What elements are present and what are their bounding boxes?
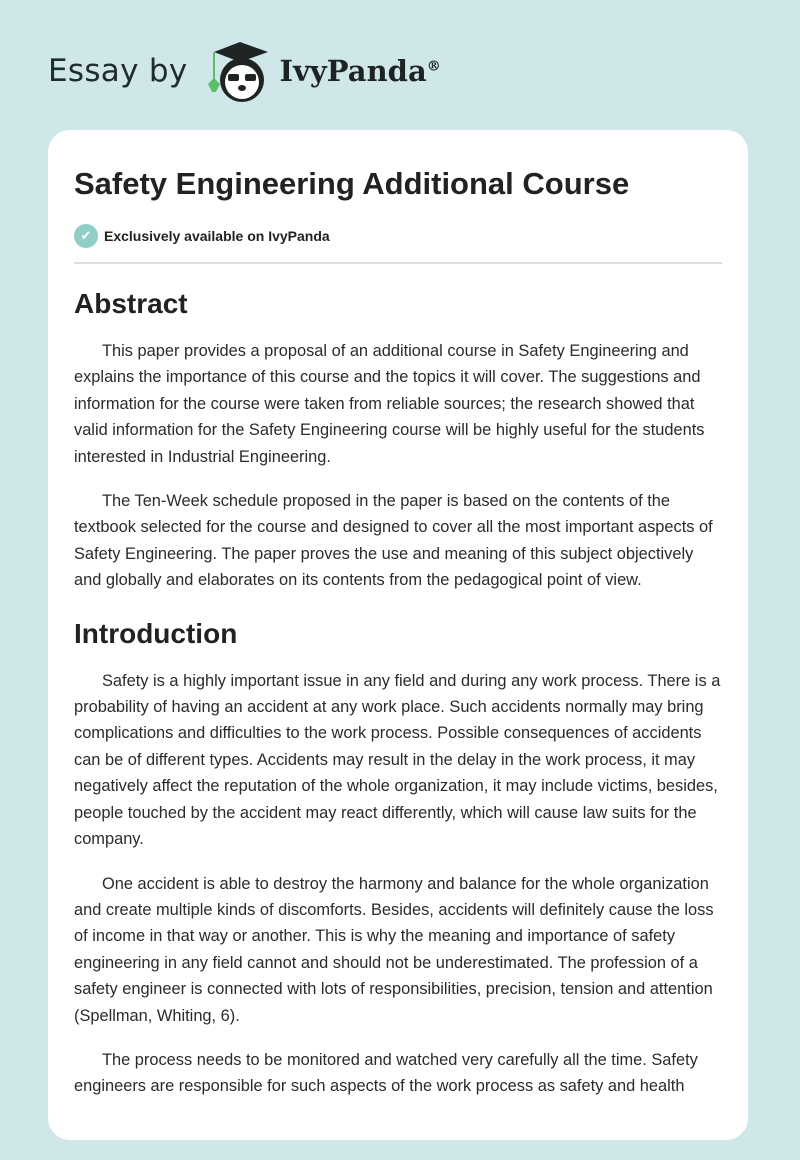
paragraph: The Ten-Week schedule proposed in the paper is based on the contents of the textbook selected for the course and designed to cover all the most important aspects of Safety Engineering. The paper proves the use and meaning of this subject objectively and globally and elaborates on its contents from the pedagogical point of view. — [74, 492, 713, 590]
section-introduction — [74, 618, 722, 1100]
essay-card — [48, 130, 748, 1140]
paragraph: This paper provides a proposal of an additional course in Safety Engineering and explains the importance of this course and the topics it will cover. The suggestions and information for the course were taken from reliable sources; the research showed that valid information for the Safety Engineering course will be highly useful for the students interested in Industrial Engineering. — [74, 342, 705, 466]
section-abstract — [74, 288, 722, 594]
essay-by-label: Essay by — [48, 53, 188, 89]
divider — [74, 262, 722, 264]
exclusive-badge: ✔ Exclusively available on IvyPanda — [74, 224, 722, 248]
section-heading: Abstract — [74, 288, 188, 319]
brand-name: IvyPanda® — [279, 54, 441, 88]
panda-logo-icon — [204, 36, 272, 106]
essay-title: Safety Engineering Additional Course — [74, 166, 630, 201]
paragraph: One accident is able to destroy the harmony and balance for the whole organization and create multiple kinds of discomforts. Besides, accidents will definitely cause the loss of income in that way or another. This is why the meaning and importance of safety engineering in any field cannot and should not be underestimated. The profession of a safety engineer is connected with lots of responsibilities, precision, tension and attention (Spellman, Whiting, 6). — [74, 874, 714, 1025]
site-header — [48, 36, 441, 106]
check-icon: ✔ — [74, 224, 98, 248]
paragraph: The process needs to be monitored and watched very carefully all the time. Safety engineers are responsible for such aspects of the work process as safety and health — [74, 1050, 698, 1096]
paragraph: Safety is a highly important issue in any field and during any work process. There is a probability of having an accident at any work place. Such accidents normally may bring complications and difficulties to the work process. Possible consequences of accidents can be of different types. Accidents may result in the delay in the work process, it may negatively affect the reputation of the whole organization, it may include victims, besides, people touched by the accident may react differently, which will cause law suits for the company. — [74, 671, 721, 849]
section-heading: Introduction — [74, 617, 238, 649]
